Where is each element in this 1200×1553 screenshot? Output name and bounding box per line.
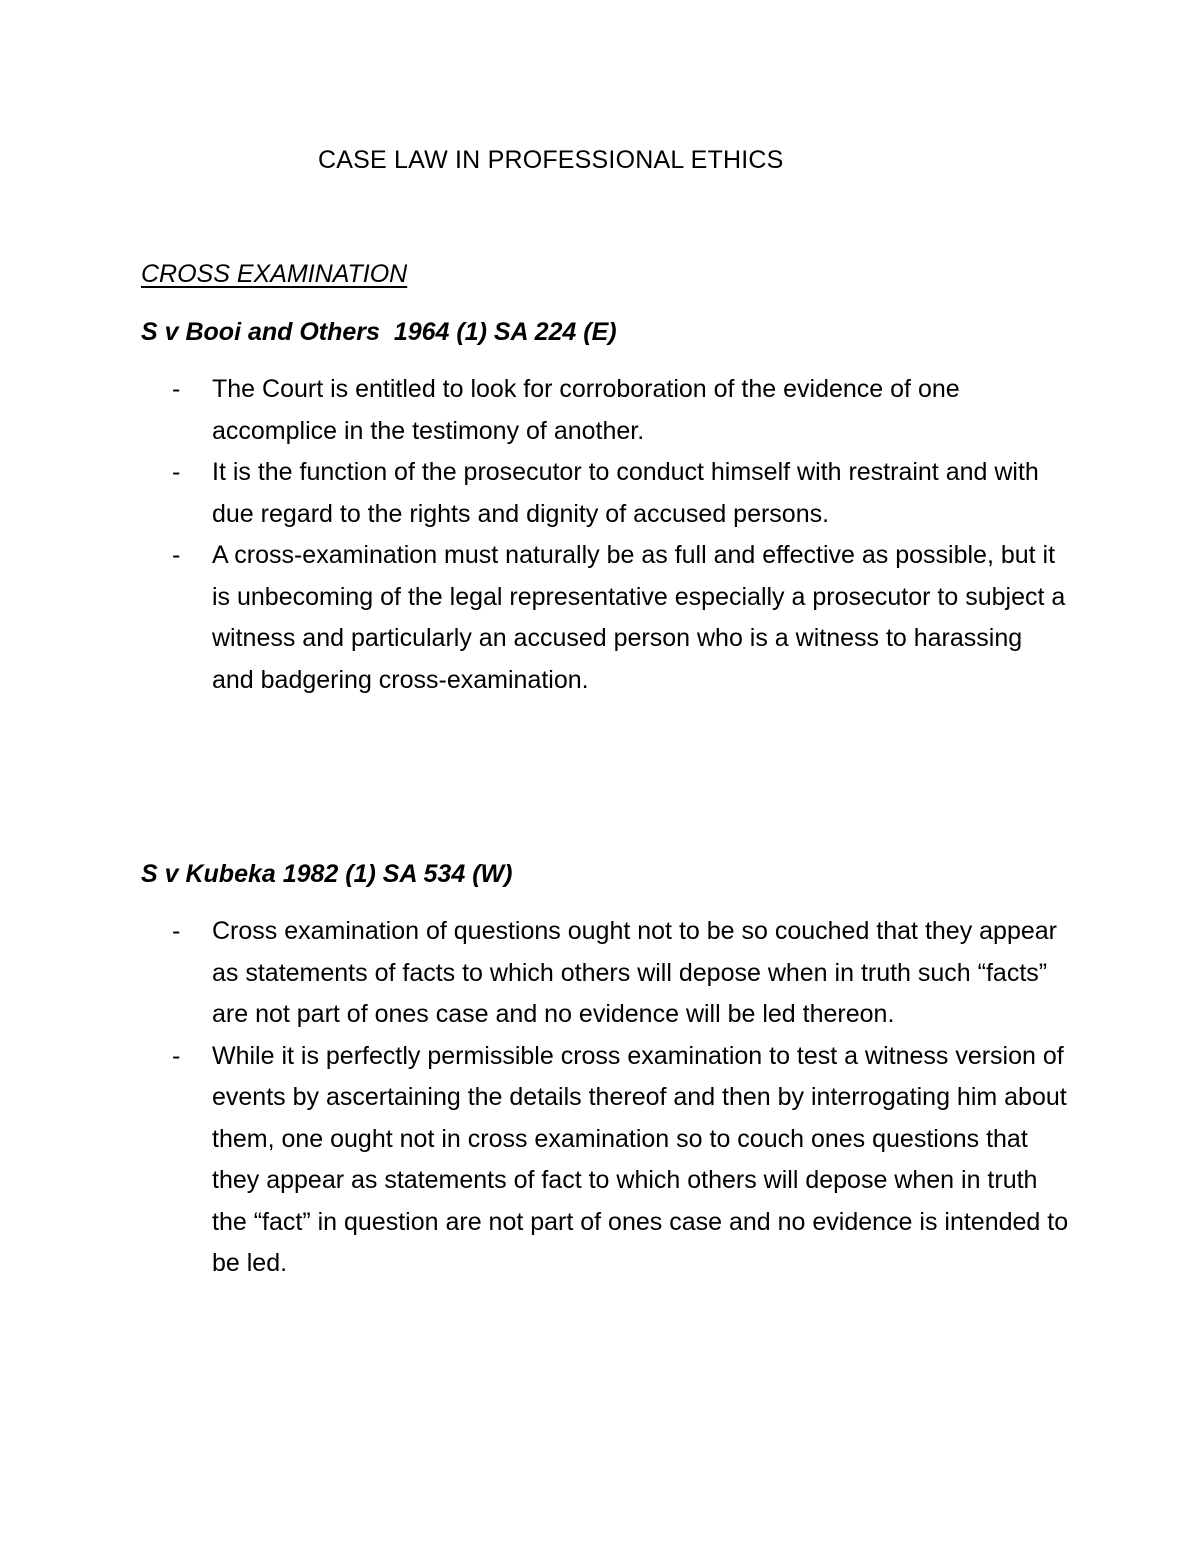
document-title: CASE LAW IN PROFESSIONAL ETHICS — [318, 146, 784, 174]
bullet-marker: - — [172, 917, 181, 945]
bullet-marker: - — [172, 1041, 181, 1070]
point-text: A cross-examination must naturally be as full and effective as possible, but it is unbecoming of the legal representative especially a prosecutor to subject a witness and particularly an accused person who is a witness to harassing and badgering cross-examination. — [212, 541, 1066, 694]
case-title-booi: S v Booi and Others 1964 (1) SA 224 (E) — [141, 318, 617, 346]
list-item — [0, 1036, 1200, 1285]
bullet-marker: - — [172, 375, 181, 403]
list-item — [0, 452, 1200, 535]
section-heading-cross-examination: CROSS EXAMINATION — [141, 260, 408, 288]
bullet-marker: - — [172, 541, 181, 569]
list-item — [0, 911, 1200, 1036]
case-points-booi — [0, 369, 1200, 701]
list-item — [0, 535, 1200, 701]
point-text: It is the function of the prosecutor to conduct himself with restraint and with due regard to the rights and dignity of accused persons. — [212, 458, 1039, 528]
case-points-kubeka — [0, 911, 1200, 1285]
point-text: Cross examination of questions ought not to be so couched that they appear as statements of facts to which others will depose when in truth such “facts” are not part of ones case and no evidence will be led thereon. — [212, 917, 1057, 1028]
point-text: While it is perfectly permissible cross examination to test a witness version of events by ascertaining the details thereof and then by interrogating him about them, one ought not in cross examination so to couch ones questions that they appear as statements of fact to which others will depose when in truth the “fact” in question are not part of ones case and no evidence is intended to be led. — [212, 1041, 1069, 1277]
list-item — [0, 369, 1200, 452]
case-title-kubeka: S v Kubeka 1982 (1) SA 534 (W) — [141, 860, 513, 888]
bullet-marker: - — [172, 458, 181, 486]
point-text: The Court is entitled to look for corroboration of the evidence of one accomplice in the testimony of another. — [212, 375, 960, 445]
